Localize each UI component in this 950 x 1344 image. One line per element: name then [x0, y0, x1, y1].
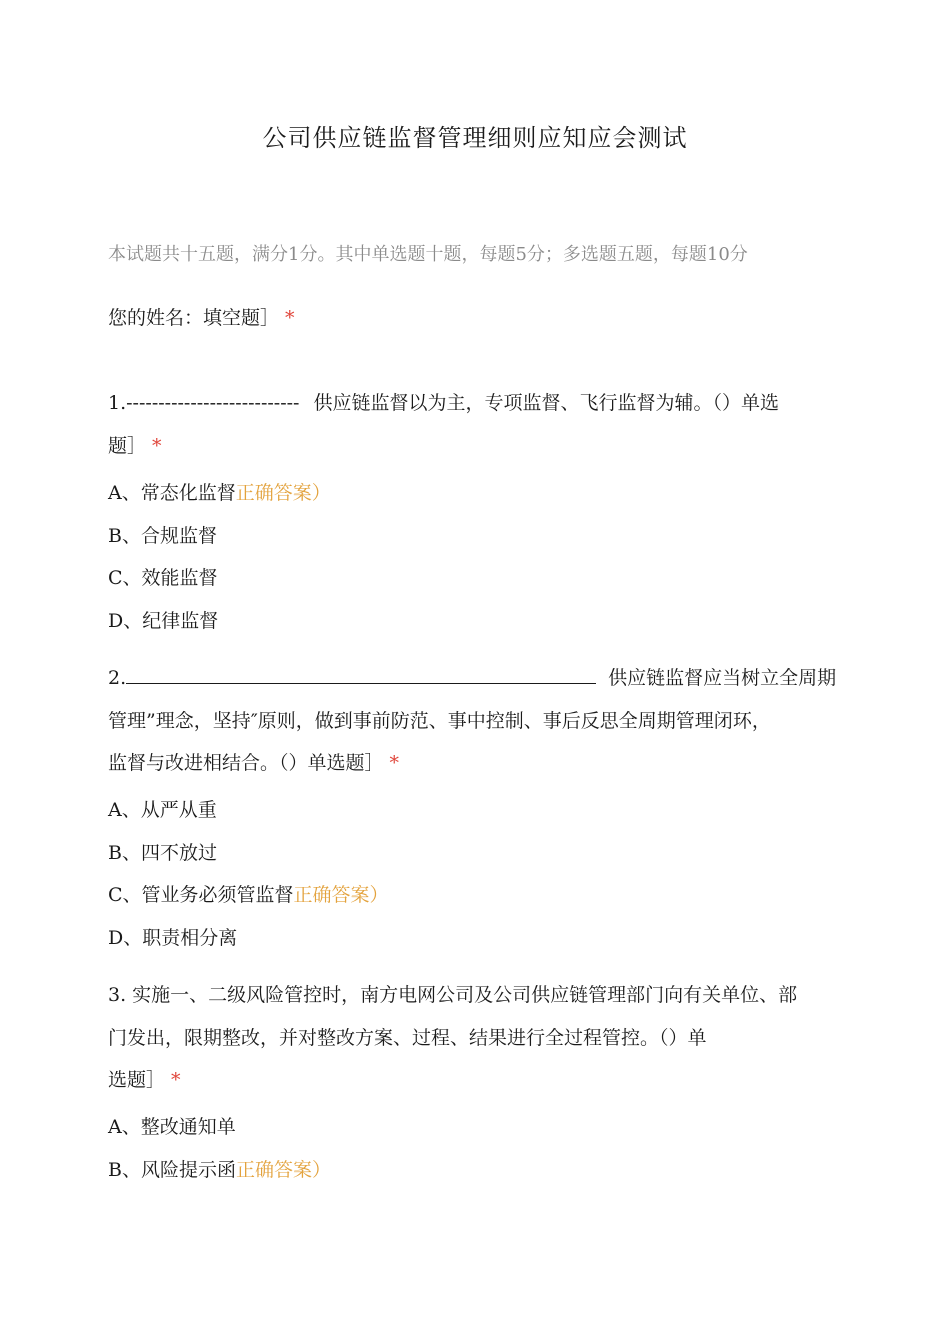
question-1-option-a[interactable]: [108, 478, 331, 505]
question-3-line-2: [108, 1023, 707, 1050]
question-3-option-b[interactable]: [108, 1155, 331, 1182]
question-2-line-1: [108, 663, 836, 690]
question-1-blank: ---------------------------: [126, 392, 300, 414]
question-2-text: 供应链监督应当树立全周期: [608, 667, 837, 689]
question-1-line-2: [108, 431, 162, 458]
correct-answer-mark: 正确答案）: [293, 884, 389, 906]
quiz-intro: 本试题共十五题，满分1分。其中单选题十题，每题5分；多选题五题，每题10分: [108, 244, 748, 265]
question-3-line-3: [108, 1065, 181, 1092]
required-mark: *: [285, 307, 295, 329]
option-label: B、合规监督: [108, 525, 217, 547]
question-1-text-cont: 题］: [108, 435, 147, 457]
question-2-text-end: 监督与改进相结合。（）单选题］: [108, 752, 384, 774]
question-3-line-1: [108, 980, 797, 1007]
question-1-option-c[interactable]: [108, 563, 218, 590]
question-3-option-a[interactable]: [108, 1112, 236, 1139]
correct-answer-mark: 正确答案）: [235, 482, 331, 504]
option-label: A、从严从重: [108, 799, 217, 821]
question-2-line-3: [108, 748, 399, 775]
question-3-text-cont: 门发出，限期整改，并对整改方案、过程、结果进行全过程管控。（）单: [108, 1027, 707, 1049]
question-2-blank: [126, 667, 596, 684]
name-question-label: 您的姓名：填空题］: [108, 307, 280, 329]
question-1-text: 供应链监督以为主，专项监督、飞行监督为辅。（）单选: [313, 392, 779, 414]
required-mark: *: [171, 1069, 181, 1091]
option-label: C、管业务必须管监督: [108, 884, 294, 906]
option-label: B、风险提示函: [108, 1159, 236, 1181]
page-title: 公司供应链监督管理细则应知应会测试: [262, 124, 688, 152]
option-label: A、整改通知单: [108, 1116, 236, 1138]
required-mark: *: [152, 435, 162, 457]
question-2-text-cont: 管理”理念，坚持″原则，做到事前防范、事中控制、事后反思全周期管理闭环，: [108, 710, 771, 732]
question-1-line-1: [108, 388, 779, 415]
option-label: D、职责相分离: [108, 927, 238, 949]
question-3-text-end: 选题］: [108, 1069, 166, 1091]
option-label: B、四不放过: [108, 842, 217, 864]
question-2-option-d[interactable]: [108, 923, 237, 950]
question-2-option-c[interactable]: [108, 880, 389, 907]
question-2-line-2: [108, 706, 771, 733]
option-label: D、纪律监督: [108, 610, 219, 632]
option-label: C、效能监督: [108, 567, 218, 589]
question-1-option-b[interactable]: [108, 521, 217, 548]
question-3-text: 3. 实施一、二级风险管控时，南方电网公司及公司供应链管理部门向有关单位、部: [108, 984, 798, 1006]
option-label: A、常态化监督: [108, 482, 236, 504]
name-question: [108, 303, 295, 330]
question-2-number: 2.: [108, 667, 127, 689]
question-1-number: 1.: [108, 392, 127, 414]
question-2-option-a[interactable]: [108, 795, 217, 822]
question-2-option-b[interactable]: [108, 838, 217, 865]
correct-answer-mark: 正确答案）: [235, 1159, 331, 1181]
question-1-option-d[interactable]: [108, 606, 218, 633]
required-mark: *: [389, 752, 400, 774]
